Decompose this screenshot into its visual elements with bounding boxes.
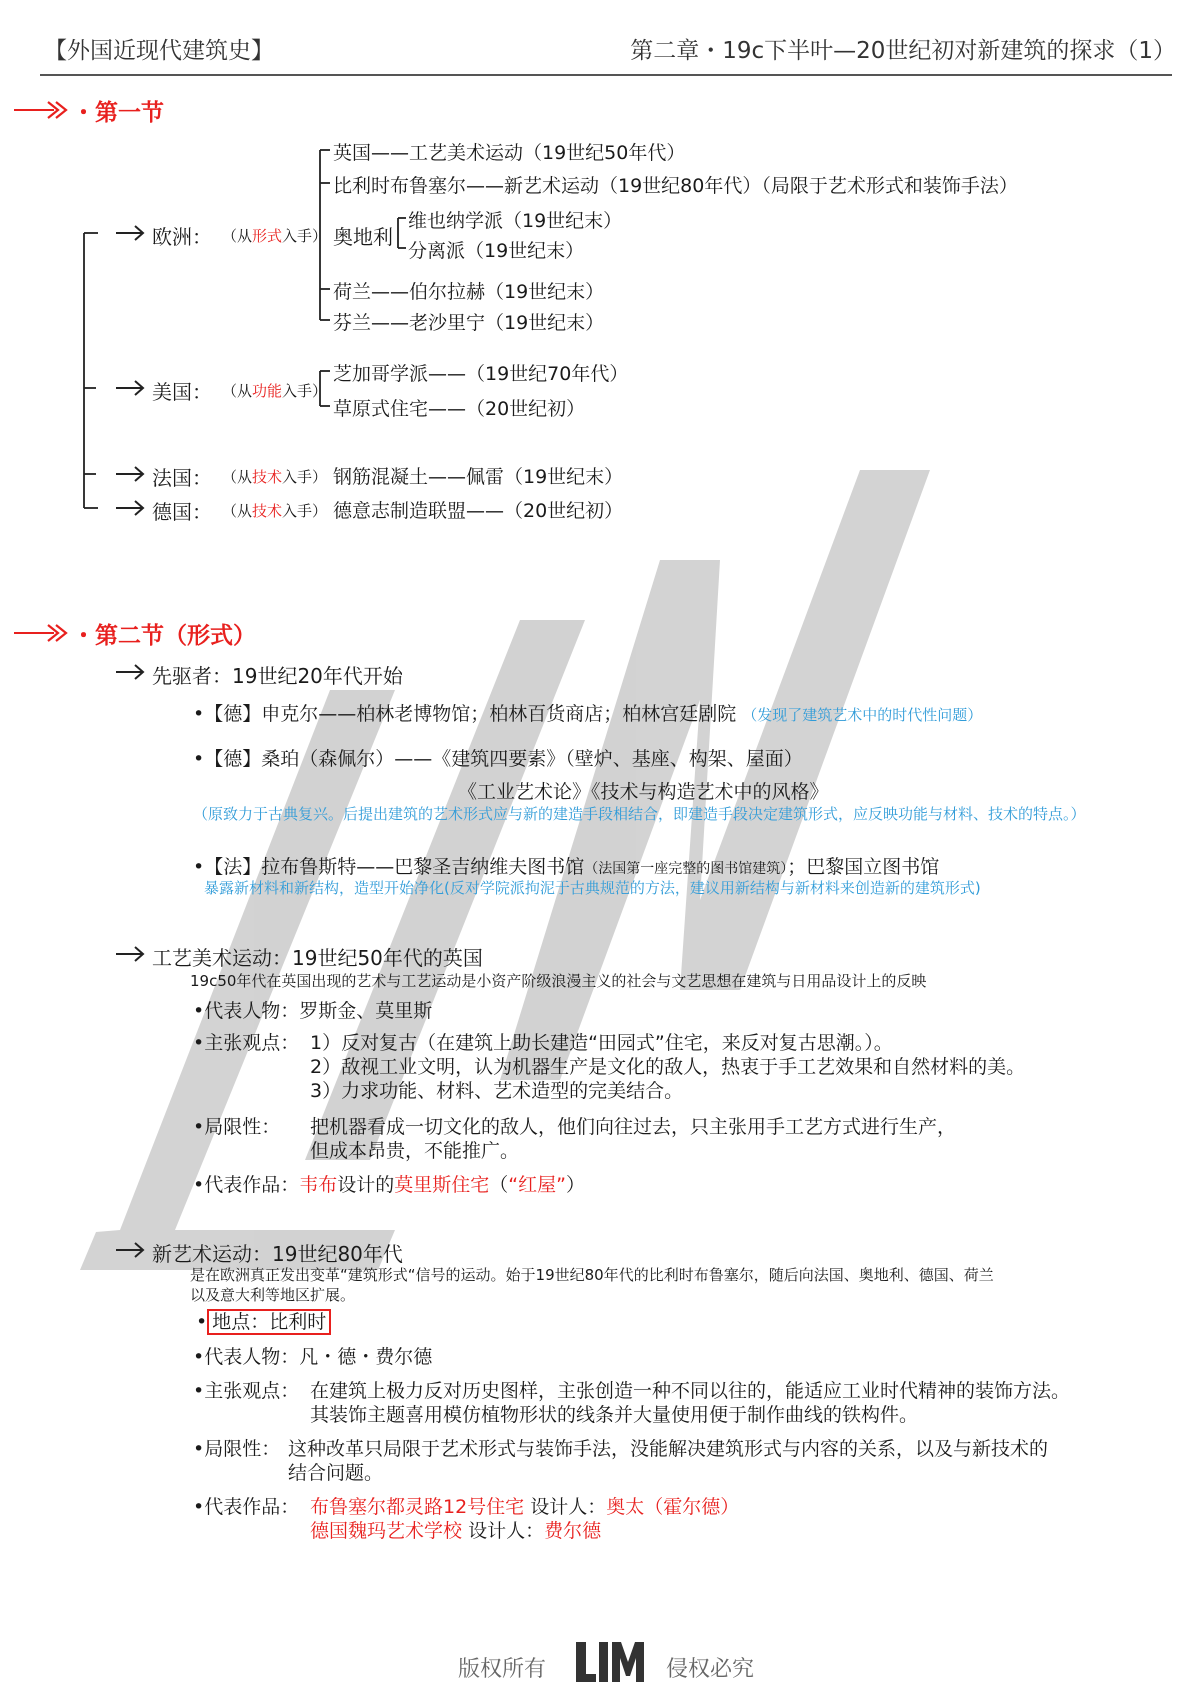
arts-crafts-limit-label: •局限性： bbox=[193, 1116, 281, 1138]
usa-label: 美国： bbox=[152, 380, 212, 404]
semper-text2: 《工业艺术论》《技术与构造艺术中的风格》 bbox=[458, 781, 829, 803]
usa-item-prairie: 草原式住宅——（20世纪初） bbox=[333, 398, 586, 420]
footer-left: 版权所有 bbox=[458, 1657, 547, 1682]
arts-crafts-views-label: •主张观点： bbox=[193, 1032, 300, 1054]
section1-title: ・第一节 bbox=[72, 100, 164, 126]
arts-crafts-works: •代表作品：韦布设计的莫里斯住宅（“红屋”） bbox=[193, 1174, 585, 1196]
art-nouveau-limit-label: •局限性： bbox=[193, 1438, 281, 1460]
usa-approach: （从功能入手） bbox=[222, 382, 328, 400]
germany-label: 德国： bbox=[152, 500, 212, 524]
europe-label: 欧洲： bbox=[152, 225, 212, 249]
usa-item-chicago: 芝加哥学派——（19世纪70年代） bbox=[333, 363, 629, 385]
france-label: 法国： bbox=[152, 466, 212, 490]
france-approach: （从技术入手） bbox=[222, 468, 328, 486]
europe-item-netherlands: 荷兰——伯尔拉赫（19世纪末） bbox=[333, 281, 605, 303]
art-nouveau-place: • 地点：比利时 bbox=[196, 1307, 331, 1334]
europe-item-belgium: 比利时布鲁塞尔——新艺术运动（19世纪80年代）（局限于艺术形式和装饰手法） bbox=[333, 175, 1018, 197]
footer-right: 侵权必究 bbox=[666, 1657, 755, 1682]
schinkel-text: •【德】申克尔——柏林老博物馆；柏林百货商店；柏林宫廷剧院 （发现了建筑艺术中的时代性问题） bbox=[193, 703, 983, 725]
europe-item-finland: 芬兰——老沙里宁（19世纪末） bbox=[333, 312, 605, 334]
semper-note: （原致力于古典复兴。后提出建筑的艺术形式应与新的建造手段相结合，即建造手段决定建筑形式，应反映功能与材料、技术的特点。） bbox=[193, 805, 1086, 823]
art-nouveau-views-label: •主张观点： bbox=[193, 1380, 300, 1402]
section2-title: ・第二节（形式） bbox=[72, 623, 256, 649]
arts-crafts-view-2: 2）敌视工业文明，认为机器生产是文化的敌人，热衷于手工艺效果和自然材料的美。 bbox=[310, 1056, 1026, 1078]
semper-text: •【德】桑珀（森佩尔）——《建筑四要素》（壁炉、基座、构架、屋面） bbox=[193, 748, 803, 770]
europe-item-austria: 奥地利 bbox=[333, 225, 393, 249]
art-nouveau-limit-1: 这种改革只局限于艺术形式与装饰手法，没能解决建筑形式与内容的关系，以及与新技术的 bbox=[288, 1438, 1049, 1460]
arts-crafts-heading: 工艺美术运动：19世纪50年代的英国 bbox=[152, 946, 483, 970]
pioneers-heading: 先驱者：19世纪20年代开始 bbox=[152, 664, 403, 688]
art-nouveau-works-label: •代表作品： bbox=[193, 1496, 300, 1518]
art-nouveau-work-2: 德国魏玛艺术学校 设计人：费尔德 bbox=[310, 1520, 602, 1542]
labrouste-text: •【法】拉布鲁斯特——巴黎圣吉纳维夫图书馆（法国第一座完整的图书馆建筑）；巴黎国立图书馆 bbox=[193, 856, 940, 878]
arts-crafts-view-3: 3）力求功能、材料、艺术造型的完美结合。 bbox=[310, 1080, 684, 1102]
header-left: 【外国近现代建筑史】 bbox=[44, 38, 274, 64]
labrouste-note: 暴露新材料和新结构，造型开始净化(反对学院派拘泥于古典规范的方法，建议用新结构与新材料来创造新的建筑形式) bbox=[204, 879, 981, 897]
art-nouveau-desc-2: 以及意大利等地区扩展。 bbox=[190, 1286, 356, 1304]
arts-crafts-limit-2: 但成本昂贵，不能推广。 bbox=[310, 1140, 520, 1162]
arts-crafts-desc: 19c50年代在英国出现的艺术与工艺运动是小资产阶级浪漫主义的社会与文艺思想在建筑与日用品设计上的反映 bbox=[190, 972, 927, 990]
header-right: 第二章・19c下半叶—20世纪初对新建筑的探求（1） bbox=[630, 38, 1176, 64]
austria-sub-secession: 分离派（19世纪末） bbox=[408, 240, 585, 262]
art-nouveau-work-1: 布鲁塞尔都灵路12号住宅 设计人：奥太（霍尔德） bbox=[310, 1496, 740, 1518]
art-nouveau-people: •代表人物：凡・德・费尔德 bbox=[193, 1346, 433, 1368]
france-item: 钢筋混凝土——佩雷（19世纪末） bbox=[333, 466, 624, 488]
germany-approach: （从技术入手） bbox=[222, 502, 328, 520]
art-nouveau-view-2: 其装饰主题喜用模仿植物形状的线条并大量使用便于制作曲线的铁构件。 bbox=[310, 1404, 919, 1426]
art-nouveau-view-1: 在建筑上极力反对历史图样，主张创造一种不同以往的，能适应工业时代精神的装饰方法。 bbox=[310, 1380, 1071, 1402]
arts-crafts-view-1: 1）反对复古（在建筑上助长建造“田园式”住宅，来反对复古思潮。）。 bbox=[310, 1032, 893, 1054]
art-nouveau-heading: 新艺术运动：19世纪80年代 bbox=[152, 1242, 403, 1266]
arts-crafts-people: •代表人物：罗斯金、莫里斯 bbox=[193, 1000, 433, 1022]
europe-approach: （从形式入手） bbox=[222, 227, 328, 245]
art-nouveau-limit-2: 结合问题。 bbox=[288, 1462, 384, 1484]
arts-crafts-limit-1: 把机器看成一切文化的敌人，他们向往过去，只主张用手工艺方式进行生产， bbox=[310, 1116, 957, 1138]
austria-sub-vienna: 维也纳学派（19世纪末） bbox=[408, 210, 623, 232]
footer-logo bbox=[576, 1640, 644, 1684]
europe-item-uk: 英国——工艺美术运动（19世纪50年代） bbox=[333, 142, 686, 164]
art-nouveau-desc-1: 是在欧洲真正发出变革“建筑形式“信号的运动。始于19世纪80年代的比利时布鲁塞尔，随后向法国、奥地利、德国、荷兰 bbox=[190, 1266, 994, 1284]
germany-item: 德意志制造联盟——（20世纪初） bbox=[333, 500, 624, 522]
